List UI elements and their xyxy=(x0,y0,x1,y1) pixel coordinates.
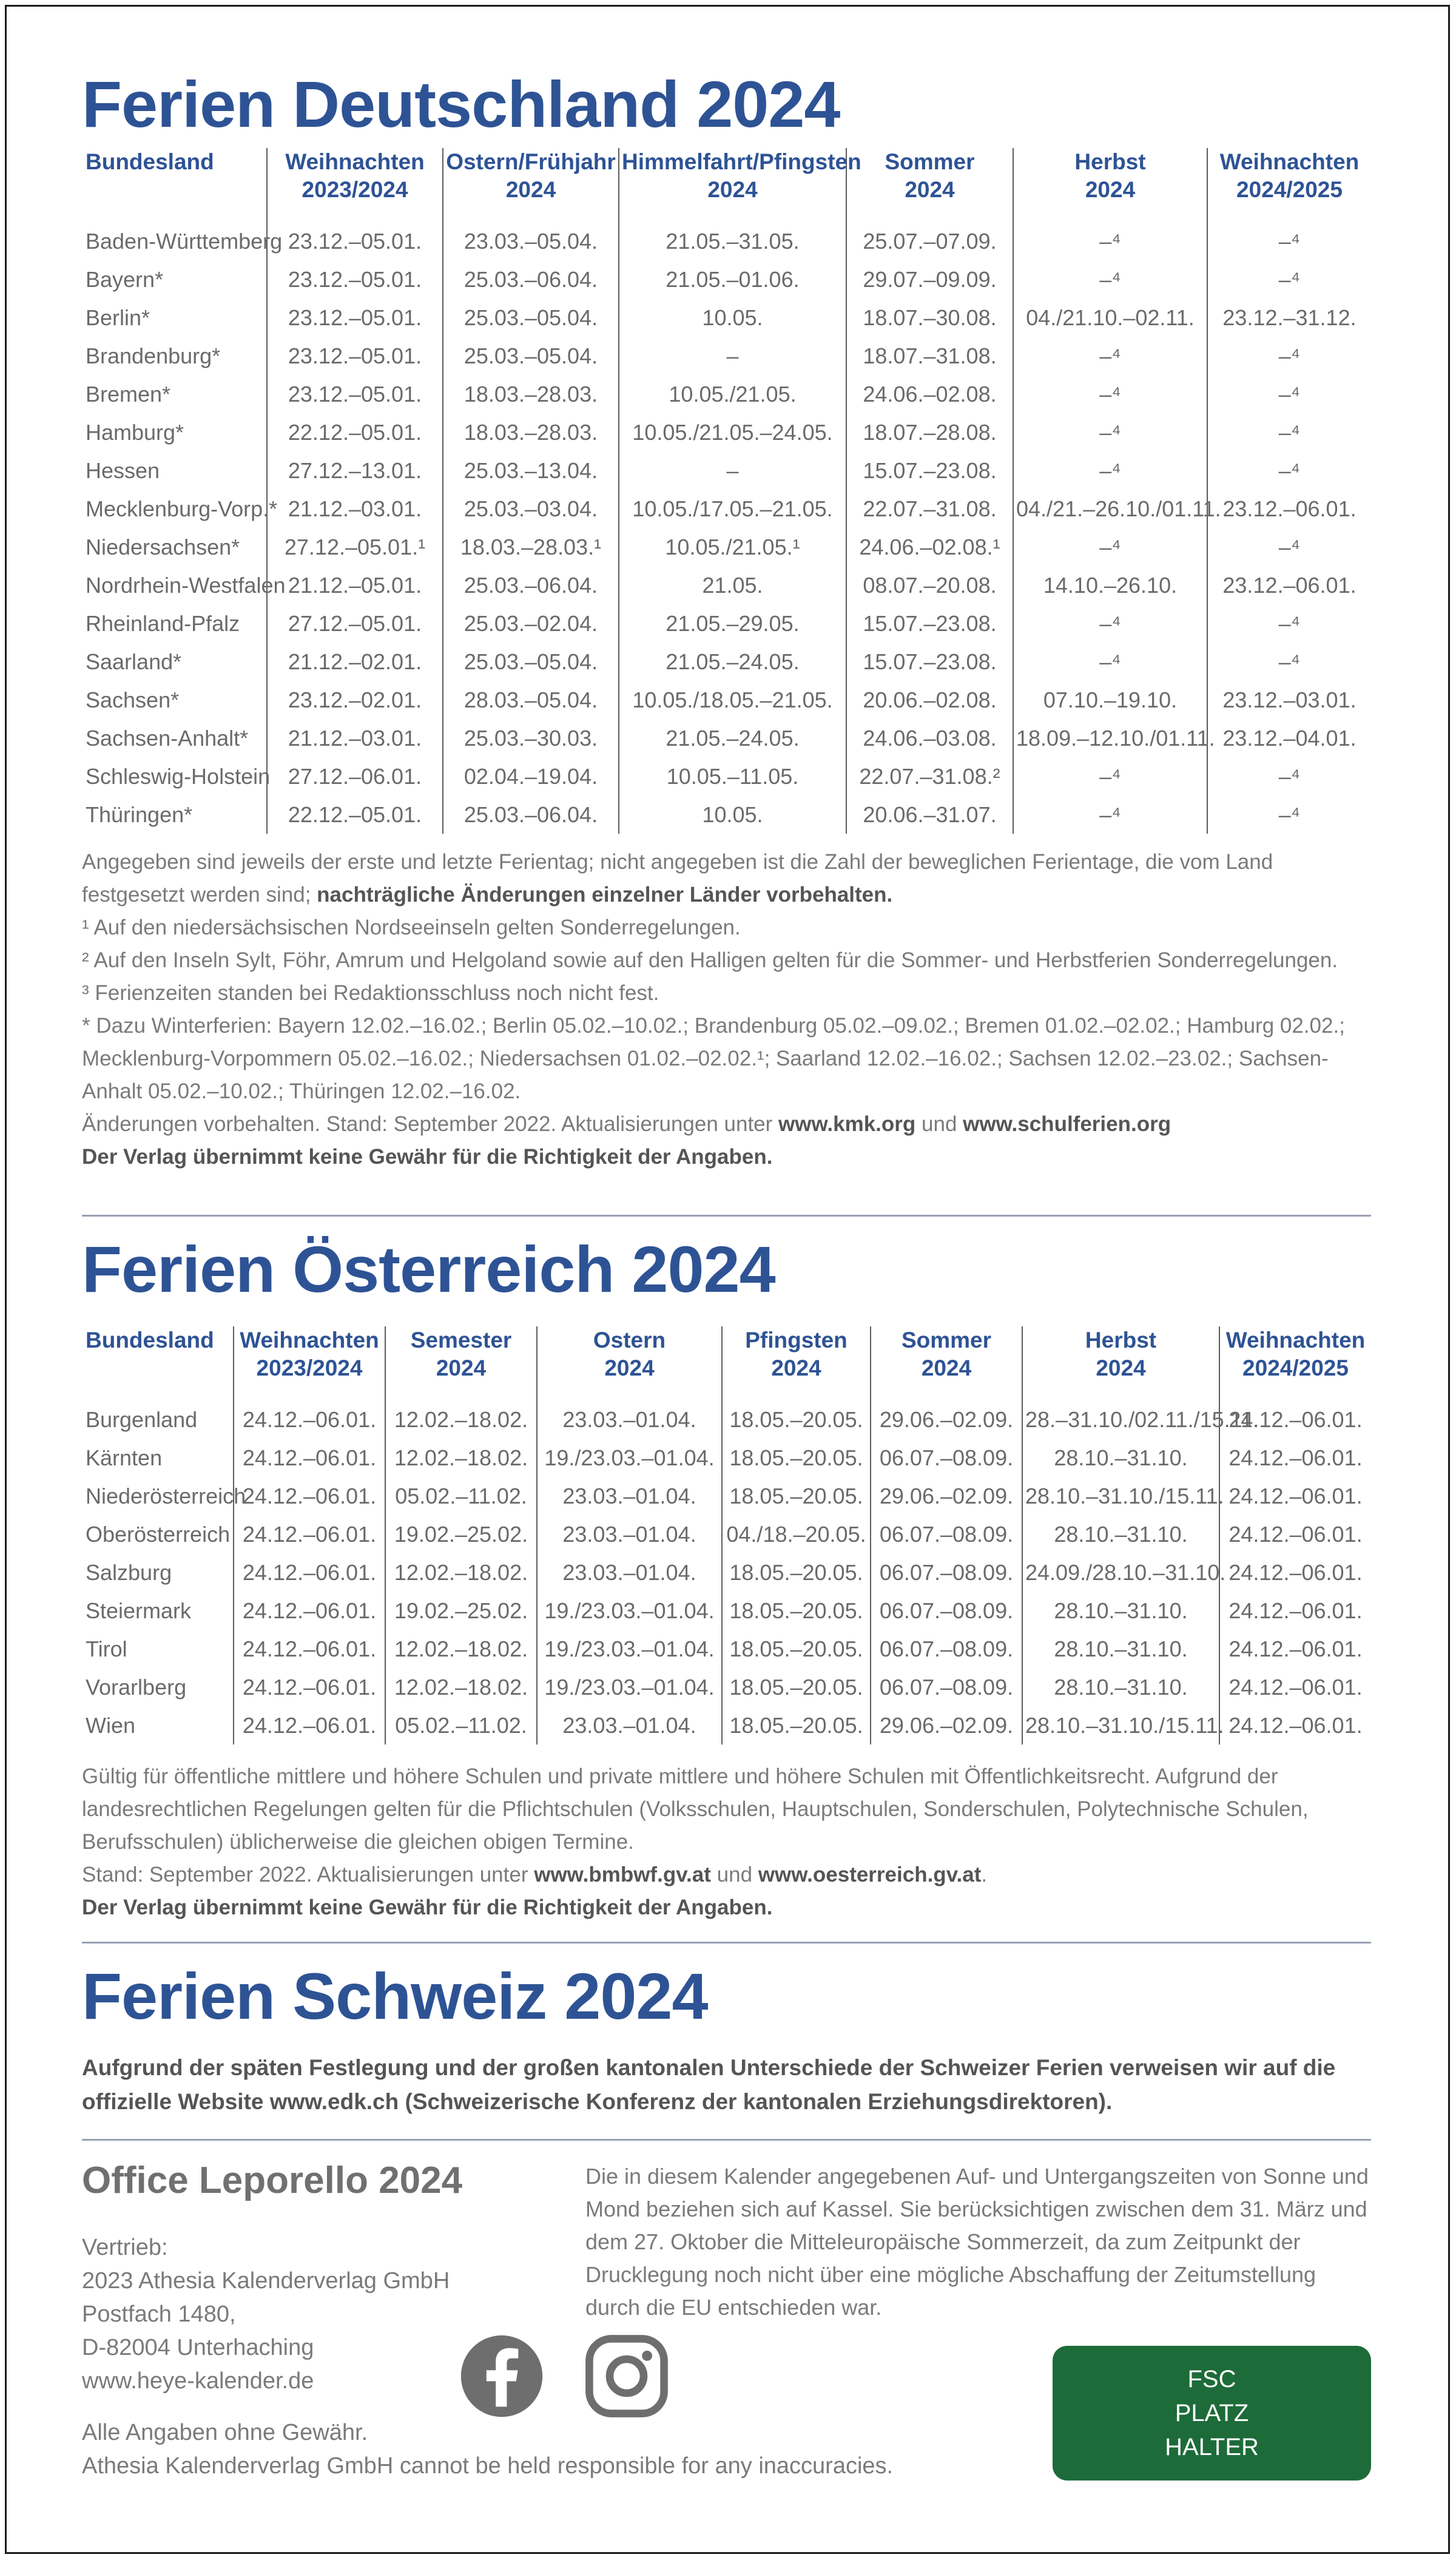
germany-disclaimer: Der Verlag übernimmt keine Gewähr für die Richtigkeit der Angaben. xyxy=(82,1145,773,1169)
germany-holiday-cell: 25.03.–05.04. xyxy=(443,337,619,375)
austria-holiday-cell: 06.07.–08.09. xyxy=(871,1439,1022,1477)
austria-holiday-cell: 24.12.–06.01. xyxy=(234,1668,385,1706)
austria-table-header xyxy=(82,1326,1371,1400)
germany-holiday-cell: 23.03.–05.04. xyxy=(443,222,619,260)
germany-holiday-cell: 20.06.–02.08. xyxy=(846,681,1013,719)
germany-table-row xyxy=(82,681,1371,719)
germany-holiday-cell: –⁴ xyxy=(1207,413,1371,451)
austria-holiday-cell: 28.10.–31.10. xyxy=(1022,1439,1219,1477)
germany-holiday-cell: 18.07.–30.08. xyxy=(846,299,1013,337)
austria-col-christmas-next: Weihnachten 2024/2025 xyxy=(1219,1326,1371,1400)
austria-table-row xyxy=(82,1706,1371,1744)
germany-table-row xyxy=(82,566,1371,604)
austria-holiday-cell: 29.06.–02.09. xyxy=(871,1477,1022,1515)
germany-holiday-cell: 25.03.–05.04. xyxy=(443,643,619,681)
austria-and-text: und xyxy=(710,1863,758,1886)
germany-holiday-cell: 20.06.–31.07. xyxy=(846,795,1013,834)
germany-table-row xyxy=(82,260,1371,299)
austria-state-name: Steiermark xyxy=(86,1598,192,1623)
disclaimer-line: Athesia Kalenderverlag GmbH cannot be held responsible for any inaccuracies. xyxy=(82,2453,894,2479)
germany-footnote-3: ³ Ferienzeiten standen bei Redaktionsschluss noch nicht fest. xyxy=(82,981,659,1005)
germany-holiday-cell: 23.12.–06.01. xyxy=(1207,490,1371,528)
germany-col-summer: Sommer 2024 xyxy=(846,148,1013,222)
austria-disclaimer: Der Verlag übernimmt keine Gewähr für die Richtigkeit der Angaben. xyxy=(82,1896,773,1919)
germany-holiday-cell: –⁴ xyxy=(1207,528,1371,566)
germany-holiday-cell: – xyxy=(619,337,846,375)
germany-notes-intro-text: Angegeben sind jeweils der erste und letzte Ferientag; nicht angegeben ist die Zahl der beweglichen Ferientage, die vom Land festgesetzt werden sind; xyxy=(82,850,1273,907)
fsc-label: PLATZ xyxy=(1175,2400,1249,2427)
germany-holiday-cell: 15.07.–23.08. xyxy=(846,451,1013,490)
address-line: 2023 Athesia Kalenderverlag GmbH xyxy=(82,2268,450,2294)
austria-holiday-cell: 18.05.–20.05. xyxy=(722,1630,871,1668)
germany-state-name: Thüringen* xyxy=(86,802,193,827)
office-disclaimer xyxy=(82,2416,992,2483)
austria-holiday-cell: 06.07.–08.09. xyxy=(871,1592,1022,1630)
germany-holiday-cell: 18.03.–28.03. xyxy=(443,413,619,451)
austria-table xyxy=(82,1326,1371,1744)
germany-table-row xyxy=(82,299,1371,337)
austria-holiday-cell: 24.12.–06.01. xyxy=(234,1477,385,1515)
germany-state-name: Mecklenburg-Vorp.* xyxy=(86,496,278,521)
sun-moon-note: Die in diesem Kalender angegebenen Auf- und Untergangszeiten von Sonne und Mond beziehen sich auf Kassel. Sie berücksichtigen zwischen dem 31. März und dem 27. Oktober die Mitteleuropäische Sommerzeit, da zum Zeitpunkt der Drucklegung noch nicht über eine mögliche Abschaffung der Zeitumstellung durch die EU entschieden war. xyxy=(585,2164,1369,2320)
germany-holiday-cell: 21.12.–05.01. xyxy=(267,566,443,604)
germany-holiday-cell: –⁴ xyxy=(1207,643,1371,681)
austria-holiday-cell: 29.06.–02.09. xyxy=(871,1706,1022,1744)
austria-holiday-cell: 24.12.–06.01. xyxy=(1219,1706,1371,1744)
germany-state-name: Sachsen* xyxy=(86,687,180,712)
austria-title: Ferien Österreich 2024 xyxy=(82,1232,775,1306)
austria-holiday-cell: 18.05.–20.05. xyxy=(722,1439,871,1477)
austria-col-pentecost: Pfingsten 2024 xyxy=(722,1326,871,1400)
germany-holiday-cell: –⁴ xyxy=(1207,260,1371,299)
germany-holiday-cell: 24.06.–02.08.¹ xyxy=(846,528,1013,566)
germany-holiday-cell: 21.05.–01.06. xyxy=(619,260,846,299)
germany-table-row xyxy=(82,375,1371,413)
germany-holiday-cell: 25.03.–06.04. xyxy=(443,260,619,299)
austria-holiday-cell: 06.07.–08.09. xyxy=(871,1515,1022,1553)
austria-holiday-cell: 24.09./28.10.–31.10. xyxy=(1022,1553,1219,1592)
germany-holiday-cell: 18.09.–12.10./01.11. xyxy=(1013,719,1207,757)
germany-table-row xyxy=(82,490,1371,528)
austria-holiday-cell: 24.12.–06.01. xyxy=(234,1706,385,1744)
austria-holiday-cell: 24.12.–06.01. xyxy=(1219,1439,1371,1477)
germany-holiday-cell: –⁴ xyxy=(1013,222,1207,260)
austria-holiday-cell: 06.07.–08.09. xyxy=(871,1630,1022,1668)
germany-holiday-cell: 10.05. xyxy=(619,795,846,834)
divider-switzerland-office xyxy=(82,2139,1371,2141)
germany-holiday-cell: 25.03.–02.04. xyxy=(443,604,619,643)
germany-holiday-cell: –⁴ xyxy=(1207,795,1371,834)
austria-table-body xyxy=(82,1400,1371,1744)
germany-holiday-cell: 27.12.–05.01. xyxy=(267,604,443,643)
austria-notes xyxy=(82,1760,1371,1924)
germany-holiday-cell: –⁴ xyxy=(1013,375,1207,413)
germany-holiday-cell: 22.07.–31.08.² xyxy=(846,757,1013,795)
germany-holiday-cell: 21.12.–03.01. xyxy=(267,719,443,757)
germany-state-name: Bayern* xyxy=(86,266,164,292)
austria-status-text: Stand: September 2022. Aktualisierungen unter xyxy=(82,1863,534,1886)
switzerland-title: Ferien Schweiz 2024 xyxy=(82,1959,708,2033)
address-line: D-82004 Unterhaching xyxy=(82,2335,314,2360)
germany-holiday-cell: –⁴ xyxy=(1207,375,1371,413)
germany-notes xyxy=(82,846,1371,1174)
germany-holiday-cell: 21.05. xyxy=(619,566,846,604)
germany-holiday-cell: 22.07.–31.08. xyxy=(846,490,1013,528)
germany-holiday-cell: –⁴ xyxy=(1013,643,1207,681)
germany-state-name: Rheinland-Pfalz xyxy=(86,610,240,636)
schulferien-link[interactable]: www.schulferien.org xyxy=(963,1112,1171,1136)
germany-holiday-cell: 10.05./17.05.–21.05. xyxy=(619,490,846,528)
germany-holiday-cell: 23.12.–03.01. xyxy=(1207,681,1371,719)
germany-table-row xyxy=(82,413,1371,451)
germany-holiday-cell: – xyxy=(619,451,846,490)
austria-holiday-cell: 28.10.–31.10./15.11. xyxy=(1022,1706,1219,1744)
germany-table-row xyxy=(82,643,1371,681)
germany-notes-status xyxy=(82,1108,1371,1141)
germany-col-state: Bundesland xyxy=(86,149,214,174)
divider-germany-austria xyxy=(82,1215,1371,1217)
austria-holiday-cell: 06.07.–08.09. xyxy=(871,1668,1022,1706)
austria-col-state: Bundesland xyxy=(86,1328,214,1353)
austria-holiday-cell: 23.03.–01.04. xyxy=(537,1553,722,1592)
germany-table-row xyxy=(82,757,1371,795)
germany-holiday-cell: 10.05./18.05.–21.05. xyxy=(619,681,846,719)
austria-holiday-cell: 24.12.–06.01. xyxy=(234,1515,385,1553)
germany-table-row xyxy=(82,451,1371,490)
austria-table-row xyxy=(82,1553,1371,1592)
germany-holiday-cell: 24.06.–03.08. xyxy=(846,719,1013,757)
austria-holiday-cell: 18.05.–20.05. xyxy=(722,1592,871,1630)
germany-holiday-cell: –⁴ xyxy=(1013,795,1207,834)
austria-holiday-cell: 04./18.–20.05. xyxy=(722,1515,871,1553)
germany-holiday-cell: 28.03.–05.04. xyxy=(443,681,619,719)
switzerland-section xyxy=(82,1959,1371,2119)
germany-holiday-cell: 10.05./21.05. xyxy=(619,375,846,413)
austria-holiday-cell: 19./23.03.–01.04. xyxy=(537,1439,722,1477)
germany-holiday-cell: 29.07.–09.09. xyxy=(846,260,1013,299)
austria-holiday-cell: 06.07.–08.09. xyxy=(871,1553,1022,1592)
austria-holiday-cell: 23.03.–01.04. xyxy=(537,1706,722,1744)
germany-holiday-cell: –⁴ xyxy=(1207,451,1371,490)
austria-holiday-cell: 24.12.–06.01. xyxy=(1219,1592,1371,1630)
austria-holiday-cell: 19.02.–25.02. xyxy=(385,1592,537,1630)
germany-holiday-cell: 21.05.–31.05. xyxy=(619,222,846,260)
office-title: Office Leporello 2024 xyxy=(82,2160,463,2201)
germany-state-name: Sachsen-Anhalt* xyxy=(86,725,249,751)
germany-footnote-winter: * Dazu Winterferien: Bayern 12.02.–16.02.; Berlin 05.02.–10.02.; Brandenburg 05.02.–09.02.; Bremen 01.02.–02.02.; Hamburg 02.02.; Mecklenburg-Vorpommern 05.02.–16.02.; Niedersachsen 01.02.–02.02.¹; Saarland 12.02.–16.02.; Sachsen 12.02.–23.02.; Sachsen-Anhalt 05.02.–10.02.; Thüringen 12.02.–16.02. xyxy=(82,1014,1345,1103)
germany-state-name: Hamburg* xyxy=(86,419,184,445)
germany-holiday-cell: 22.12.–05.01. xyxy=(267,413,443,451)
austria-holiday-cell: 24.12.–06.01. xyxy=(1219,1400,1371,1439)
austria-holiday-cell: 23.03.–01.04. xyxy=(537,1477,722,1515)
germany-table-body xyxy=(82,222,1371,834)
germany-holiday-cell: 22.12.–05.01. xyxy=(267,795,443,834)
germany-state-name: Hessen xyxy=(86,458,160,483)
austria-holiday-cell: 05.02.–11.02. xyxy=(385,1706,537,1744)
austria-holiday-cell: 19.02.–25.02. xyxy=(385,1515,537,1553)
austria-holiday-cell: 29.06.–02.09. xyxy=(871,1400,1022,1439)
austria-col-easter: Ostern 2024 xyxy=(537,1326,722,1400)
germany-table-row xyxy=(82,604,1371,643)
fsc-label: FSC xyxy=(1187,2366,1236,2393)
austria-holiday-cell: 19./23.03.–01.04. xyxy=(537,1592,722,1630)
austria-state-name: Niederösterreich xyxy=(86,1483,246,1508)
germany-table-row xyxy=(82,795,1371,834)
divider-austria-switzerland xyxy=(82,1942,1371,1944)
germany-holiday-cell: –⁴ xyxy=(1207,757,1371,795)
germany-title: Ferien Deutschland 2024 xyxy=(82,67,840,141)
germany-holiday-cell: 02.04.–19.04. xyxy=(443,757,619,795)
germany-table xyxy=(82,148,1371,834)
germany-holiday-cell: 21.05.–29.05. xyxy=(619,604,846,643)
austria-table-row xyxy=(82,1630,1371,1668)
germany-table-row xyxy=(82,337,1371,375)
germany-holiday-cell: 10.05./21.05.¹ xyxy=(619,528,846,566)
austria-col-christmas-prev: Weihnachten 2023/2024 xyxy=(234,1326,385,1400)
germany-holiday-cell: 25.03.–06.04. xyxy=(443,795,619,834)
germany-holiday-cell: 27.12.–06.01. xyxy=(267,757,443,795)
austria-col-summer: Sommer 2024 xyxy=(871,1326,1022,1400)
germany-holiday-cell: 21.12.–03.01. xyxy=(267,490,443,528)
austria-holiday-cell: 24.12.–06.01. xyxy=(234,1400,385,1439)
germany-holiday-cell: –⁴ xyxy=(1013,451,1207,490)
address-line: Vertrieb: xyxy=(82,2235,168,2260)
austria-holiday-cell: 24.12.–06.01. xyxy=(234,1592,385,1630)
germany-holiday-cell: 25.07.–07.09. xyxy=(846,222,1013,260)
austria-state-name: Kärnten xyxy=(86,1445,163,1470)
austria-holiday-cell: 24.12.–06.01. xyxy=(234,1439,385,1477)
germany-holiday-cell: 04./21.10.–02.11. xyxy=(1013,299,1207,337)
austria-holiday-cell: 18.05.–20.05. xyxy=(722,1706,871,1744)
germany-holiday-cell: 18.07.–28.08. xyxy=(846,413,1013,451)
germany-holiday-cell: –⁴ xyxy=(1013,413,1207,451)
germany-footnote-1: ¹ Auf den niedersächsischen Nordseeinseln gelten Sonderregelungen. xyxy=(82,916,741,939)
austria-holiday-cell: 28.10.–31.10. xyxy=(1022,1592,1219,1630)
austria-holiday-cell: 23.03.–01.04. xyxy=(537,1515,722,1553)
germany-holiday-cell: 15.07.–23.08. xyxy=(846,604,1013,643)
austria-col-autumn: Herbst 2024 xyxy=(1022,1326,1219,1400)
germany-holiday-cell: –⁴ xyxy=(1013,260,1207,299)
germany-holiday-cell: 18.03.–28.03. xyxy=(443,375,619,413)
germany-holiday-cell: –⁴ xyxy=(1207,337,1371,375)
austria-holiday-cell: 12.02.–18.02. xyxy=(385,1668,537,1706)
austria-holiday-cell: 18.05.–20.05. xyxy=(722,1477,871,1515)
austria-holiday-cell: 12.02.–18.02. xyxy=(385,1400,537,1439)
germany-holiday-cell: 21.05.–24.05. xyxy=(619,643,846,681)
germany-holiday-cell: 08.07.–20.08. xyxy=(846,566,1013,604)
germany-holiday-cell: 25.03.–30.03. xyxy=(443,719,619,757)
germany-holiday-cell: 23.12.–05.01. xyxy=(267,222,443,260)
facebook-icon[interactable] xyxy=(459,2334,544,2419)
austria-holiday-cell: 24.12.–06.01. xyxy=(1219,1553,1371,1592)
austria-state-name: Oberösterreich xyxy=(86,1521,231,1547)
austria-holiday-cell: 28.10.–31.10. xyxy=(1022,1515,1219,1553)
germany-holiday-cell: 10.05./21.05.–24.05. xyxy=(619,413,846,451)
austria-holiday-cell: 05.02.–11.02. xyxy=(385,1477,537,1515)
germany-holiday-cell: 27.12.–13.01. xyxy=(267,451,443,490)
austria-table-row xyxy=(82,1668,1371,1706)
germany-holiday-cell: –⁴ xyxy=(1013,757,1207,795)
germany-holiday-cell: 23.12.–05.01. xyxy=(267,375,443,413)
austria-holiday-cell: 12.02.–18.02. xyxy=(385,1439,537,1477)
germany-table-row xyxy=(82,719,1371,757)
germany-holiday-cell: 18.07.–31.08. xyxy=(846,337,1013,375)
austria-holiday-cell: 24.12.–06.01. xyxy=(1219,1477,1371,1515)
germany-col-easter: Ostern/Frühjahr 2024 xyxy=(443,148,619,222)
germany-and-text: und xyxy=(915,1112,963,1136)
germany-holiday-cell: 23.12.–05.01. xyxy=(267,337,443,375)
germany-holiday-cell: 10.05. xyxy=(619,299,846,337)
germany-holiday-cell: –⁴ xyxy=(1207,604,1371,643)
austria-holiday-cell: 28.10.–31.10. xyxy=(1022,1668,1219,1706)
austria-holiday-cell: 18.05.–20.05. xyxy=(722,1553,871,1592)
germany-holiday-cell: 07.10.–19.10. xyxy=(1013,681,1207,719)
germany-col-pentecost: Himmelfahrt/Pfingsten 2024 xyxy=(619,148,846,222)
austria-state-name: Tirol xyxy=(86,1636,127,1661)
austria-table-row xyxy=(82,1400,1371,1439)
germany-table-header xyxy=(82,148,1371,222)
address-line: Postfach 1480, xyxy=(82,2302,236,2327)
germany-holiday-cell: 14.10.–26.10. xyxy=(1013,566,1207,604)
austria-holiday-cell: 28.10.–31.10./15.11. xyxy=(1022,1477,1219,1515)
germany-holiday-cell: 23.12.–05.01. xyxy=(267,260,443,299)
germany-holiday-cell: –⁴ xyxy=(1013,528,1207,566)
austria-notes-text: Gültig für öffentliche mittlere und höhere Schulen und private mittlere und höhere Schulen mit Öffentlichkeitsrecht. Aufgrund der landesrechtlichen Regelungen gelten für die Pflichtschulen (Volksschulen, Hauptschulen, Sonderschulen, Polytechnische Schulen, Berufsschulen) üblicherweise die gleichen obigen Termine. xyxy=(82,1765,1309,1854)
austria-col-semester: Semester 2024 xyxy=(385,1326,537,1400)
austria-holiday-cell: 24.12.–06.01. xyxy=(1219,1668,1371,1706)
germany-holiday-cell: 23.12.–06.01. xyxy=(1207,566,1371,604)
germany-holiday-cell: 18.03.–28.03.¹ xyxy=(443,528,619,566)
austria-holiday-cell: 19./23.03.–01.04. xyxy=(537,1668,722,1706)
austria-holiday-cell: 28.10.–31.10. xyxy=(1022,1630,1219,1668)
austria-holiday-cell: 18.05.–20.05. xyxy=(722,1668,871,1706)
austria-holiday-cell: 28.–31.10./02.11./15.11. xyxy=(1022,1400,1219,1439)
austria-holiday-cell: 24.12.–06.01. xyxy=(234,1630,385,1668)
austria-holiday-cell: 18.05.–20.05. xyxy=(722,1400,871,1439)
germany-status-text: Änderungen vorbehalten. Stand: September 2022. Aktualisierungen unter xyxy=(82,1112,779,1136)
austria-section xyxy=(82,1232,1371,1924)
germany-holiday-cell: 25.03.–13.04. xyxy=(443,451,619,490)
germany-col-christmas-prev: Weihnachten 2023/2024 xyxy=(267,148,443,222)
germany-state-name: Schleswig-Holstein xyxy=(86,763,271,789)
germany-holiday-cell: 25.03.–06.04. xyxy=(443,566,619,604)
bmbwf-link[interactable]: www.bmbwf.gv.at xyxy=(534,1863,711,1886)
germany-notes-reservation: nachträgliche Änderungen einzelner Länder vorbehalten. xyxy=(317,883,893,907)
austria-holiday-cell: 19./23.03.–01.04. xyxy=(537,1630,722,1668)
switzerland-text: Aufgrund der späten Festlegung und der großen kantonalen Unterschiede der Schweizer Ferien verweisen wir auf die offizielle Website www.edk.ch (Schweizerische Konferenz der kantonalen Erziehungsdirektoren). xyxy=(82,2055,1336,2114)
disclaimer-line: Alle Angaben ohne Gewähr. xyxy=(82,2420,368,2445)
germany-holiday-cell: 04./21.–26.10./01.11. xyxy=(1013,490,1207,528)
austria-holiday-cell: 24.12.–06.01. xyxy=(234,1553,385,1592)
germany-section xyxy=(82,67,1371,1174)
austria-holiday-cell: 23.03.–01.04. xyxy=(537,1400,722,1439)
fsc-placeholder-badge xyxy=(1053,2346,1371,2481)
austria-holiday-cell: 12.02.–18.02. xyxy=(385,1553,537,1592)
germany-holiday-cell: 23.12.–02.01. xyxy=(267,681,443,719)
germany-holiday-cell: 15.07.–23.08. xyxy=(846,643,1013,681)
austria-state-name: Wien xyxy=(86,1712,136,1738)
germany-col-autumn: Herbst 2024 xyxy=(1013,148,1207,222)
germany-holiday-cell: 27.12.–05.01.¹ xyxy=(267,528,443,566)
germany-state-name: Saarland* xyxy=(86,649,182,674)
austria-state-name: Salzburg xyxy=(86,1559,172,1585)
instagram-icon[interactable] xyxy=(584,2334,669,2419)
austria-state-name: Burgenland xyxy=(86,1407,198,1432)
germany-holiday-cell: 24.06.–02.08. xyxy=(846,375,1013,413)
austria-state-name: Vorarlberg xyxy=(86,1674,187,1700)
fsc-label: HALTER xyxy=(1165,2434,1259,2460)
germany-state-name: Bremen* xyxy=(86,381,171,407)
oesterreich-link[interactable]: www.oesterreich.gv.at xyxy=(758,1863,982,1886)
germany-state-name: Nordrhein-Westfalen xyxy=(86,572,286,598)
germany-state-name: Berlin* xyxy=(86,305,150,330)
germany-notes-intro xyxy=(82,846,1371,911)
germany-holiday-cell: 25.03.–05.04. xyxy=(443,299,619,337)
austria-holiday-cell: 12.02.–18.02. xyxy=(385,1630,537,1668)
germany-holiday-cell: 23.12.–05.01. xyxy=(267,299,443,337)
austria-table-row xyxy=(82,1515,1371,1553)
germany-holiday-cell: –⁴ xyxy=(1013,604,1207,643)
austria-table-row xyxy=(82,1439,1371,1477)
germany-table-row xyxy=(82,528,1371,566)
germany-holiday-cell: –⁴ xyxy=(1207,222,1371,260)
germany-holiday-cell: 21.12.–02.01. xyxy=(267,643,443,681)
austria-table-row xyxy=(82,1592,1371,1630)
publisher-website[interactable]: www.heye-kalender.de xyxy=(82,2368,314,2394)
austria-status-dot: . xyxy=(981,1863,988,1886)
germany-holiday-cell: 21.05.–24.05. xyxy=(619,719,846,757)
austria-table-row xyxy=(82,1477,1371,1515)
germany-holiday-cell: 23.12.–04.01. xyxy=(1207,719,1371,757)
kmk-link[interactable]: www.kmk.org xyxy=(778,1112,916,1136)
germany-col-christmas-next: Weihnachten 2024/2025 xyxy=(1207,148,1371,222)
germany-holiday-cell: 10.05.–11.05. xyxy=(619,757,846,795)
germany-holiday-cell: –⁴ xyxy=(1013,337,1207,375)
germany-state-name: Niedersachsen* xyxy=(86,534,240,559)
germany-footnote-2: ² Auf den Inseln Sylt, Föhr, Amrum und Helgoland sowie auf den Halligen gelten für die Sommer- und Herbstferien Sonderregelungen. xyxy=(82,948,1338,972)
austria-holiday-cell: 24.12.–06.01. xyxy=(1219,1515,1371,1553)
germany-state-name: Brandenburg* xyxy=(86,343,221,368)
germany-table-row xyxy=(82,222,1371,260)
austria-holiday-cell: 24.12.–06.01. xyxy=(1219,1630,1371,1668)
germany-state-name: Baden-Württemberg xyxy=(86,228,283,254)
germany-holiday-cell: 25.03.–03.04. xyxy=(443,490,619,528)
austria-notes-status xyxy=(82,1859,1371,1891)
germany-holiday-cell: 23.12.–31.12. xyxy=(1207,299,1371,337)
